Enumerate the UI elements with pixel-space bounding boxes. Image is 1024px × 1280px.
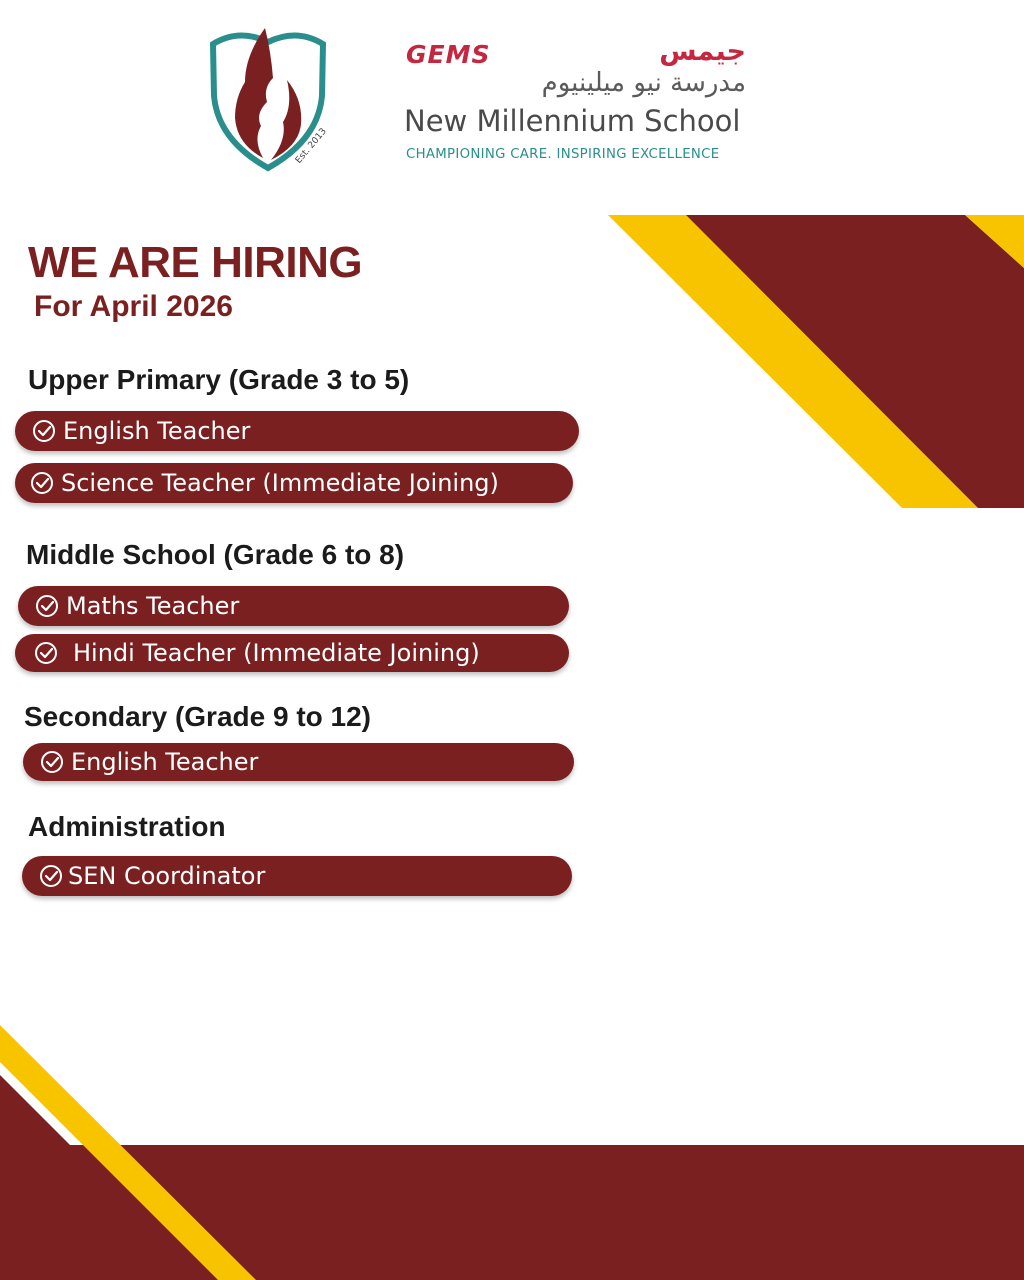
hiring-period: For April 2026 — [34, 290, 233, 323]
role-pill — [15, 634, 569, 672]
check-circle-icon — [34, 593, 60, 619]
check-circle-icon — [33, 640, 59, 666]
check-circle-icon — [39, 749, 65, 775]
role-pill — [15, 411, 579, 451]
role-pill — [23, 743, 574, 781]
role-title: Science Teacher (Immediate Joining) — [61, 469, 499, 497]
section-title-upper-primary: Upper Primary (Grade 3 to 5) — [28, 364, 410, 395]
role-title: Hindi Teacher (Immediate Joining) — [73, 639, 480, 667]
role-pill — [15, 463, 573, 503]
role-pill — [18, 586, 569, 626]
check-circle-icon — [38, 863, 64, 889]
check-circle-icon — [31, 418, 57, 444]
section-title-middle-school: Middle School (Grade 6 to 8) — [26, 539, 405, 570]
school-name-arabic: مدرسة نيو ميلينيوم — [541, 68, 746, 98]
role-pill — [22, 856, 572, 896]
hiring-headline: WE ARE HIRING — [28, 238, 363, 287]
role-title: English Teacher — [71, 748, 259, 776]
top-right-maroon-band — [686, 215, 1024, 508]
role-title: SEN Coordinator — [68, 862, 266, 890]
gems-wordmark: GEMS — [406, 40, 491, 69]
check-circle-icon — [29, 470, 55, 496]
role-title: Maths Teacher — [66, 592, 240, 620]
section-title-secondary: Secondary (Grade 9 to 12) — [24, 701, 372, 732]
flame-shield-icon — [205, 22, 331, 172]
school-name: New Millennium School — [404, 104, 741, 138]
section-title-administration: Administration — [28, 811, 226, 842]
crest-established-text: Est. 2013 — [293, 126, 329, 166]
school-tagline: CHAMPIONING CARE. INSPIRING EXCELLENCE — [406, 147, 720, 162]
role-title: English Teacher — [63, 417, 251, 445]
gems-arabic-wordmark: جيمس — [659, 36, 746, 67]
